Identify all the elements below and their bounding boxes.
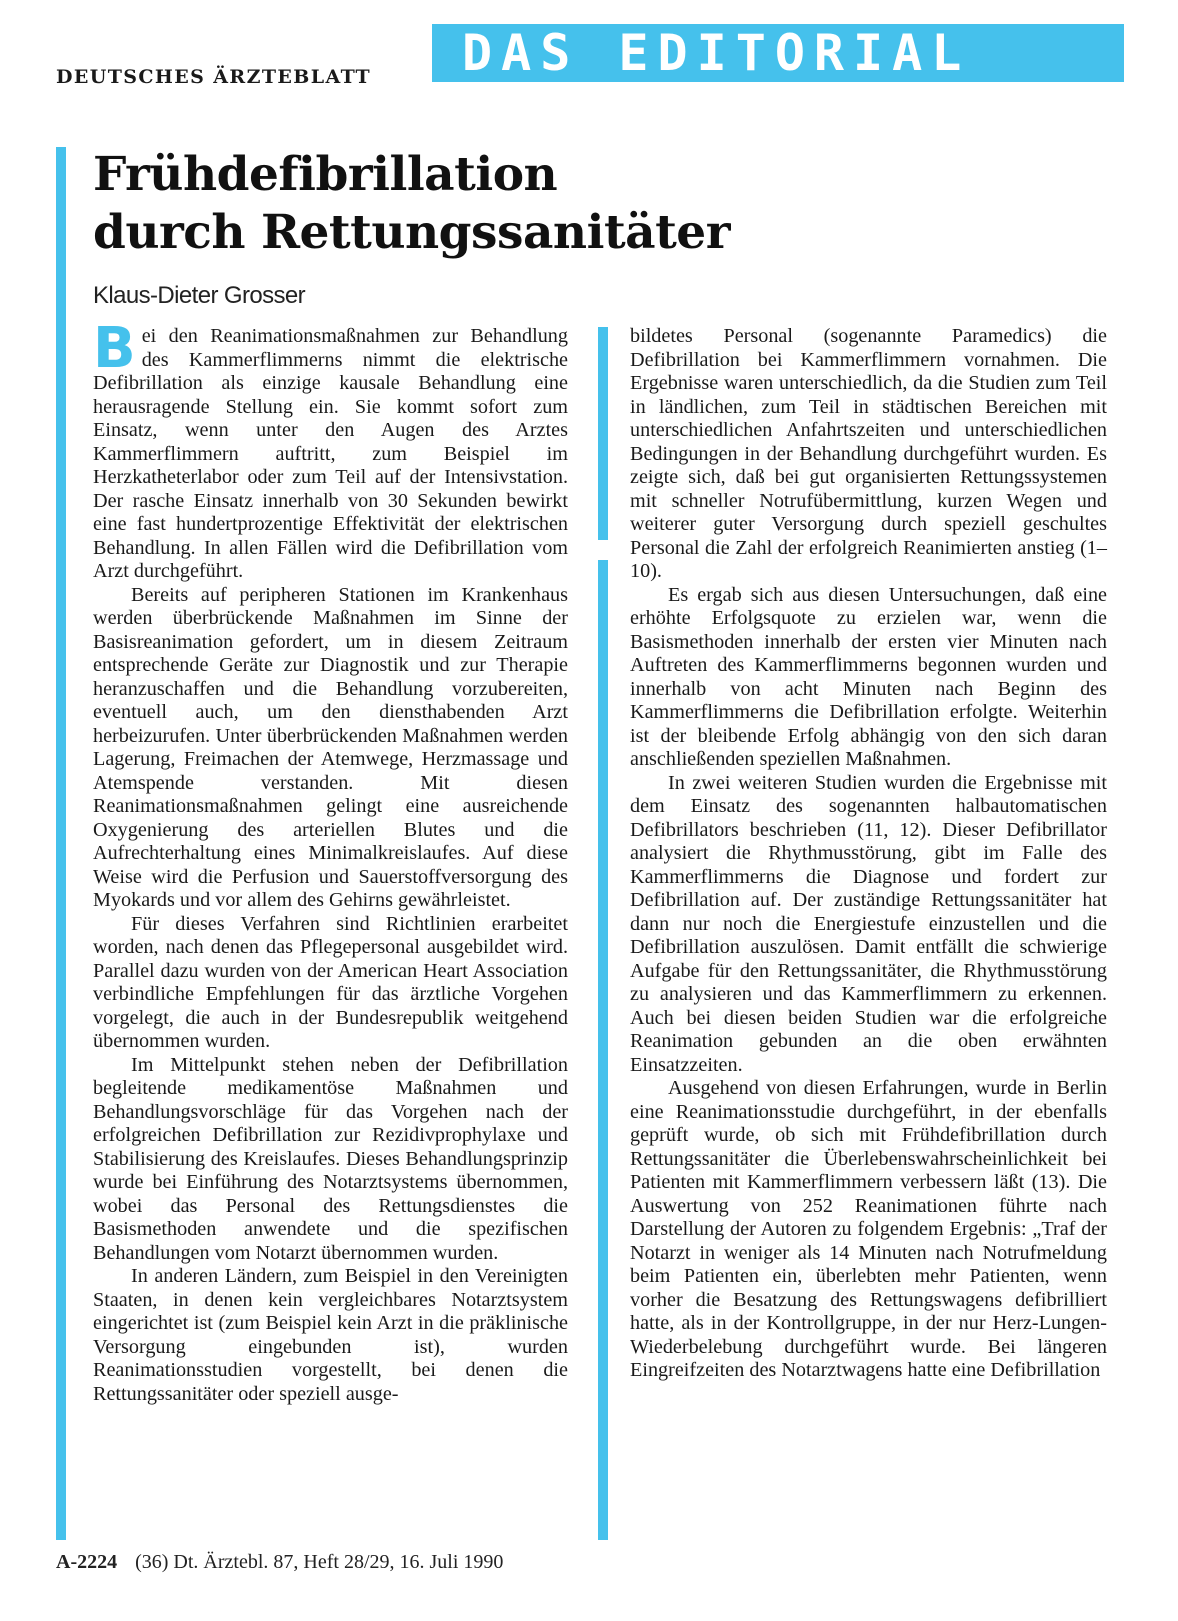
text-column-left: [93, 316, 568, 1406]
text-column-right: [630, 325, 1107, 1383]
editorial-banner: [432, 24, 1124, 82]
paragraph: Es ergab sich aus diesen Untersuchungen, daß eine erhöhte Erfolgsquote zu erzielen war, wenn die Basismethoden innerhalb der ersten vier Minuten nach Auftreten des Kammerflimmerns begonnen wurden und innerhalb von acht Minuten nach Beginn des Kammerflimmerns die Defibrillation erfolgte. Weiterhin ist der bleibende Erfolg abhängig von den sich daran anschließenden speziellen Maßnahmen.: [630, 583, 1107, 770]
paragraph: bildetes Personal (sogenannte Paramedics) die Defibrillation bei Kammerflimmern vornahmen. Die Ergebnisse waren unterschiedlich, da die Studien zum Teil in ländlichen, zum Teil in städtischen Bereichen mit unterschiedlichen Anfahrtszeiten und unterschiedlichen Bedingungen in der Behandlung durchgeführt wurden. Es zeigte sich, daß bei gut organisierten Rettungssystemen mit schneller Notrufübermittlung, kurzen Wegen und weiterer guter Versorgung durch speziell geschultes Personal die Zahl der erfolgreich Reanimierten anstieg (1–10).: [630, 325, 1107, 582]
author-name: Klaus-Dieter Grosser: [93, 282, 306, 309]
page-number: A-2224: [56, 1551, 118, 1573]
paragraph: Für dieses Verfahren sind Richtlinien erarbeitet worden, nach denen das Pflegepersonal ausgebildet wird. Parallel dazu wurden von der American Heart Association verbindliche Empfehlungen für das ärztliche Vorgehen vorgelegt, die auch in der Bundesrepublik weitgehend übernommen wurden.: [93, 912, 568, 1052]
title-line-1: Frühdefibrillation: [93, 147, 558, 202]
editorial-label: DAS EDITORIAL: [462, 24, 971, 82]
paragraph: In zwei weiteren Studien wurden die Ergebnisse mit dem Einsatz des sogenannten halbautomatischen Defibrillators beschrieben (11, 12). Dieser Defibrillator analysiert die Rhythmusstörung, gibt im Falle des Kammerflimmerns die Diagnose und fordert zur Defibrillation auf. Der zuständige Rettungssanitäter hat dann nur noch die Energiestufe einzustellen und die Defibrillation auszulösen. Damit entfällt die schwierige Aufgabe für den Rettungssanitäter, die Rhythmusstörung zu analysieren und das Kammerflimmern zu erkennen. Auch bei diesen beiden Studien war die erfolgreiche Reanimation gebunden an die oben erwähnten Einsatzzeiten.: [630, 771, 1107, 1076]
citation: (36) Dt. Ärztebl. 87, Heft 28/29, 16. Juli 1990: [135, 1551, 504, 1573]
article-title: [93, 146, 730, 262]
paragraph: Im Mittelpunkt stehen neben der Defibrillation begleitende medikamentöse Maßnahmen und Behandlungsvorschläge für das Vorgehen nach der erfolgreichen Defibrillation zur Rezidivprophylaxe und Stabilisierung des Kreislaufes. Dieses Behandlungsprinzip wurde bei Einführung des Notarztsystems übernommen, wobei das Personal des Rettungsdienstes die Basismethoden anwendete und die spezifischen Behandlungen vom Notarzt übernommen wurden.: [93, 1053, 568, 1264]
paragraph: In anderen Ländern, zum Beispiel in den Vereinigten Staaten, in denen kein vergleichbares Notarztsystem eingerichtet ist (zum Beispiel kein Arzt in die präklinische Versorgung eingebunden ist), wurden Reanimationsstudien vorgestellt, bei denen die Rettungssanitäter oder speziell ausge-: [93, 1265, 568, 1405]
paragraph-text: ei den Reanimationsmaßnahmen zur Behandlung des Kammerflimmerns nimmt die elektrische Defibrillation als einzige kausale Behandlung eine herausragende Stellung ein. Sie kommt sofort zum Einsatz, wenn unter den Augen des Arztes Kammerflimmern auftritt, zum Beispiel im Herzkatheterlabor oder zum Teil auf der Intensivstation. Der rasche Einsatz innerhalb von 30 Sekunden bewirkt eine fast hundertprozentige Effektivität der elektrischen Behandlung. In allen Fällen wird die Defibrillation vom Arzt durchgeführt.: [93, 325, 568, 582]
paragraph: [93, 316, 568, 584]
paragraph: Ausgehend von diesen Erfahrungen, wurde in Berlin eine Reanimationsstudie durchgeführt, in der ebenfalls geprüft wurde, ob sich mit Frühdefibrillation durch Rettungssanitäter die Überlebenswahrscheinlichkeit bei Patienten mit Kammerflimmern verbessern läßt (13). Die Auswertung von 252 Reanimationen führte nach Darstellung der Autoren zu folgendem Ergebnis: „Traf der Notarzt in weniger als 14 Minuten nach Notrufmeldung beim Patienten ein, überlebten mehr Patienten, wenn vorher die Besatzung des Rettungswagens defibrilliert hatte, als in der Kontrollgruppe, in der nur Herz-Lungen-Wiederbelebung durchgeführt wurde. Bei längeren Eingreifzeiten des Notarztwagens hatte eine Defibrillation: [630, 1077, 1107, 1381]
paragraph: Bereits auf peripheren Stationen im Krankenhaus werden überbrückende Maßnahmen im Sinne der Basisreanimation gefordert, um in diesem Zeitraum entsprechende Geräte zur Diagnostik und zur Therapie heranzuschaffen und die Behandlung vorzubereiten, eventuell auch, um den diensthabenden Arzt herbeizurufen. Unter überbrückenden Maßnahmen werden Lagerung, Freimachen der Atemwege, Herzmassage und Atemspende verstanden. Mit diesen Reanimationsmaßnahmen gelingt eine ausreichende Oxygenierung des arteriellen Blutes und die Aufrechterhaltung eines Minimalkreislaufes. Auf diese Weise wird die Perfusion und Sauerstoffversorgung des Myokards und vor allem des Gehirns gewährleistet.: [93, 583, 568, 911]
journal-name: DEUTSCHES ÄRZTEBLATT: [56, 66, 372, 88]
page-footer: [56, 1551, 503, 1574]
drop-cap: B: [93, 316, 136, 381]
accent-bar-middle: [598, 560, 608, 1540]
title-line-2: durch Rettungssanitäter: [93, 205, 730, 260]
accent-bar-left: [56, 147, 66, 1540]
accent-bar-middle-top: [598, 327, 608, 540]
